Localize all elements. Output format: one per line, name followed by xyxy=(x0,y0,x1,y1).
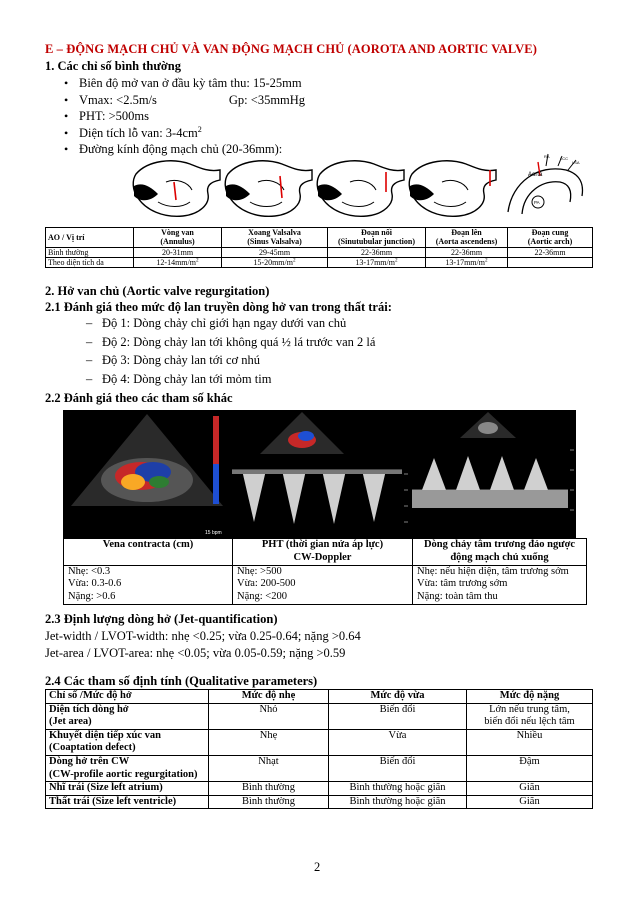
lcc-label: LCC xyxy=(560,156,569,161)
table-row: Nhẹ: <0.3 Vừa: 0.3-0.6 Nặng: >0.6 Nhẹ: >500 Vừa: 200-500 Nặng: <200 Nhẹ: nếu hiện diện, tâm trương sớm Vừa: tâm trương sớm Nặng: toàn tâm thu xyxy=(64,565,587,604)
diagram-ascending xyxy=(409,161,496,216)
list-item: – Độ 1: Dòng chảy chỉ giới hạn ngay dưới van chủ xyxy=(86,314,506,333)
aorta-diameter-table xyxy=(45,227,593,268)
section-2-1-heading: 2.1 Đánh giá theo mức độ lan truyền dòng hở van trong thất trái: xyxy=(45,300,392,314)
list-item: – Độ 4: Dòng chảy lan tới mỏm tim xyxy=(86,370,506,389)
echo-color-doppler-image xyxy=(63,410,232,538)
aorta-segments-diagram xyxy=(128,152,588,228)
table-row: Dòng hở trên CW (CW-profile aortic regurgitation) Nhạt Biến đổi Đậm xyxy=(46,755,593,781)
jet-width-text: Jet-width / LVOT-width: nhẹ <0.25; vừa 0.25-0.64; nặng >0.64 xyxy=(45,629,361,643)
diagram-stj xyxy=(317,161,404,216)
section-2-heading: 2. Hở van chủ (Aortic valve regurgitation) xyxy=(45,284,270,298)
lsa-label: LSA xyxy=(572,160,580,165)
parameters-table xyxy=(63,538,587,605)
list-item: • PHT: >500ms xyxy=(57,108,517,125)
list-item: • Biên độ mở van ở đầu kỳ tâm thu: 15-25mm xyxy=(57,75,517,92)
grade-list xyxy=(86,314,506,388)
table-header-row: Chỉ số /Mức độ hở Mức độ nhẹ Mức độ vừa Mức độ nặng xyxy=(46,690,593,704)
table-header-row: AO / Vị trí Vòng van (Annulus) Xoang Valsalva (Sinus Valsalva) Đoạn nối (Sinutubular junction) Đoạn lên (Aorta ascendens) Đoạn cung (Aortic arch) xyxy=(46,228,593,248)
list-item: • Đường kính động mạch chủ (20-36mm): xyxy=(57,141,517,158)
echo-descending-aorta-image xyxy=(412,410,576,538)
echo-cw-doppler-image xyxy=(232,410,412,538)
list-item: • Vmax: <2.5m/s Gp: <35mmHg xyxy=(57,92,517,109)
table-row: Nhĩ trái (Size left atrium) Bình thường Bình thường hoặc giãn Giãn xyxy=(46,782,593,796)
scale-label: 15 bpm xyxy=(205,530,222,536)
table-row: Thất trái (Size left ventricle) Bình thường Bình thường hoặc giãn Giãn xyxy=(46,795,593,809)
table-row: Diện tích dòng hở (Jet area) Nhỏ Biến đổi Lớn nếu trung tâm, biến đổi nếu lệch tâm xyxy=(46,703,593,729)
table-header-row: Vena contracta (cm) PHT (thời gian nửa áp lực) CW-Doppler Dòng chảy tâm trương đảo ngược động mạch chủ xuống xyxy=(64,539,587,566)
list-item: • Diện tích lỗ van: $3-4cm^2$ xyxy=(57,125,517,142)
diagram-arch xyxy=(508,154,582,214)
list-item: – Độ 2: Dòng chảy lan tới không quá ½ lá trước van 2 lá xyxy=(86,333,506,352)
diagram-annulus xyxy=(133,161,220,216)
normal-values-list xyxy=(57,75,517,158)
table-row: Bình thường 20-31mm 29-45mm 22-36mm 22-36mm 22-36mm xyxy=(46,247,593,257)
qualitative-table xyxy=(45,689,593,809)
list-item: – Độ 3: Dòng chảy lan tới cơ nhú xyxy=(86,351,506,370)
pa-label: PA xyxy=(534,200,540,205)
section-2-3-heading: 2.3 Định lượng dòng hở (Jet-quantification) xyxy=(45,612,278,626)
jet-area-text: Jet-area / LVOT-area: nhẹ <0.05; vừa 0.05-0.59; nặng >0.59 xyxy=(45,646,346,660)
aorta-label: Aorta xyxy=(528,172,543,178)
document-title: E – ĐỘNG MẠCH CHỦ VÀ VAN ĐỘNG MẠCH CHỦ (AOROTA AND AORTIC VALVE) xyxy=(45,42,538,56)
table-row: Theo diện tích da $12-14mm/m^2$ $15-20mm/m^2$ $13-17mm/m^2$ $13-17mm/m^2$ xyxy=(46,257,593,267)
ra-label: RA xyxy=(544,154,550,159)
page-number: 2 xyxy=(314,860,321,874)
section-2-2-heading: 2.2 Đánh giá theo các tham số khác xyxy=(45,391,233,405)
table-row: Khuyết diện tiếp xúc van (Coaptation defect) Nhẹ Vừa Nhiều xyxy=(46,729,593,755)
section-2-4-heading: 2.4 Các tham số định tính (Qualitative parameters) xyxy=(45,674,318,688)
section-1-heading: 1. Các chỉ số bình thường xyxy=(45,59,181,73)
diagram-sinus xyxy=(225,161,312,216)
